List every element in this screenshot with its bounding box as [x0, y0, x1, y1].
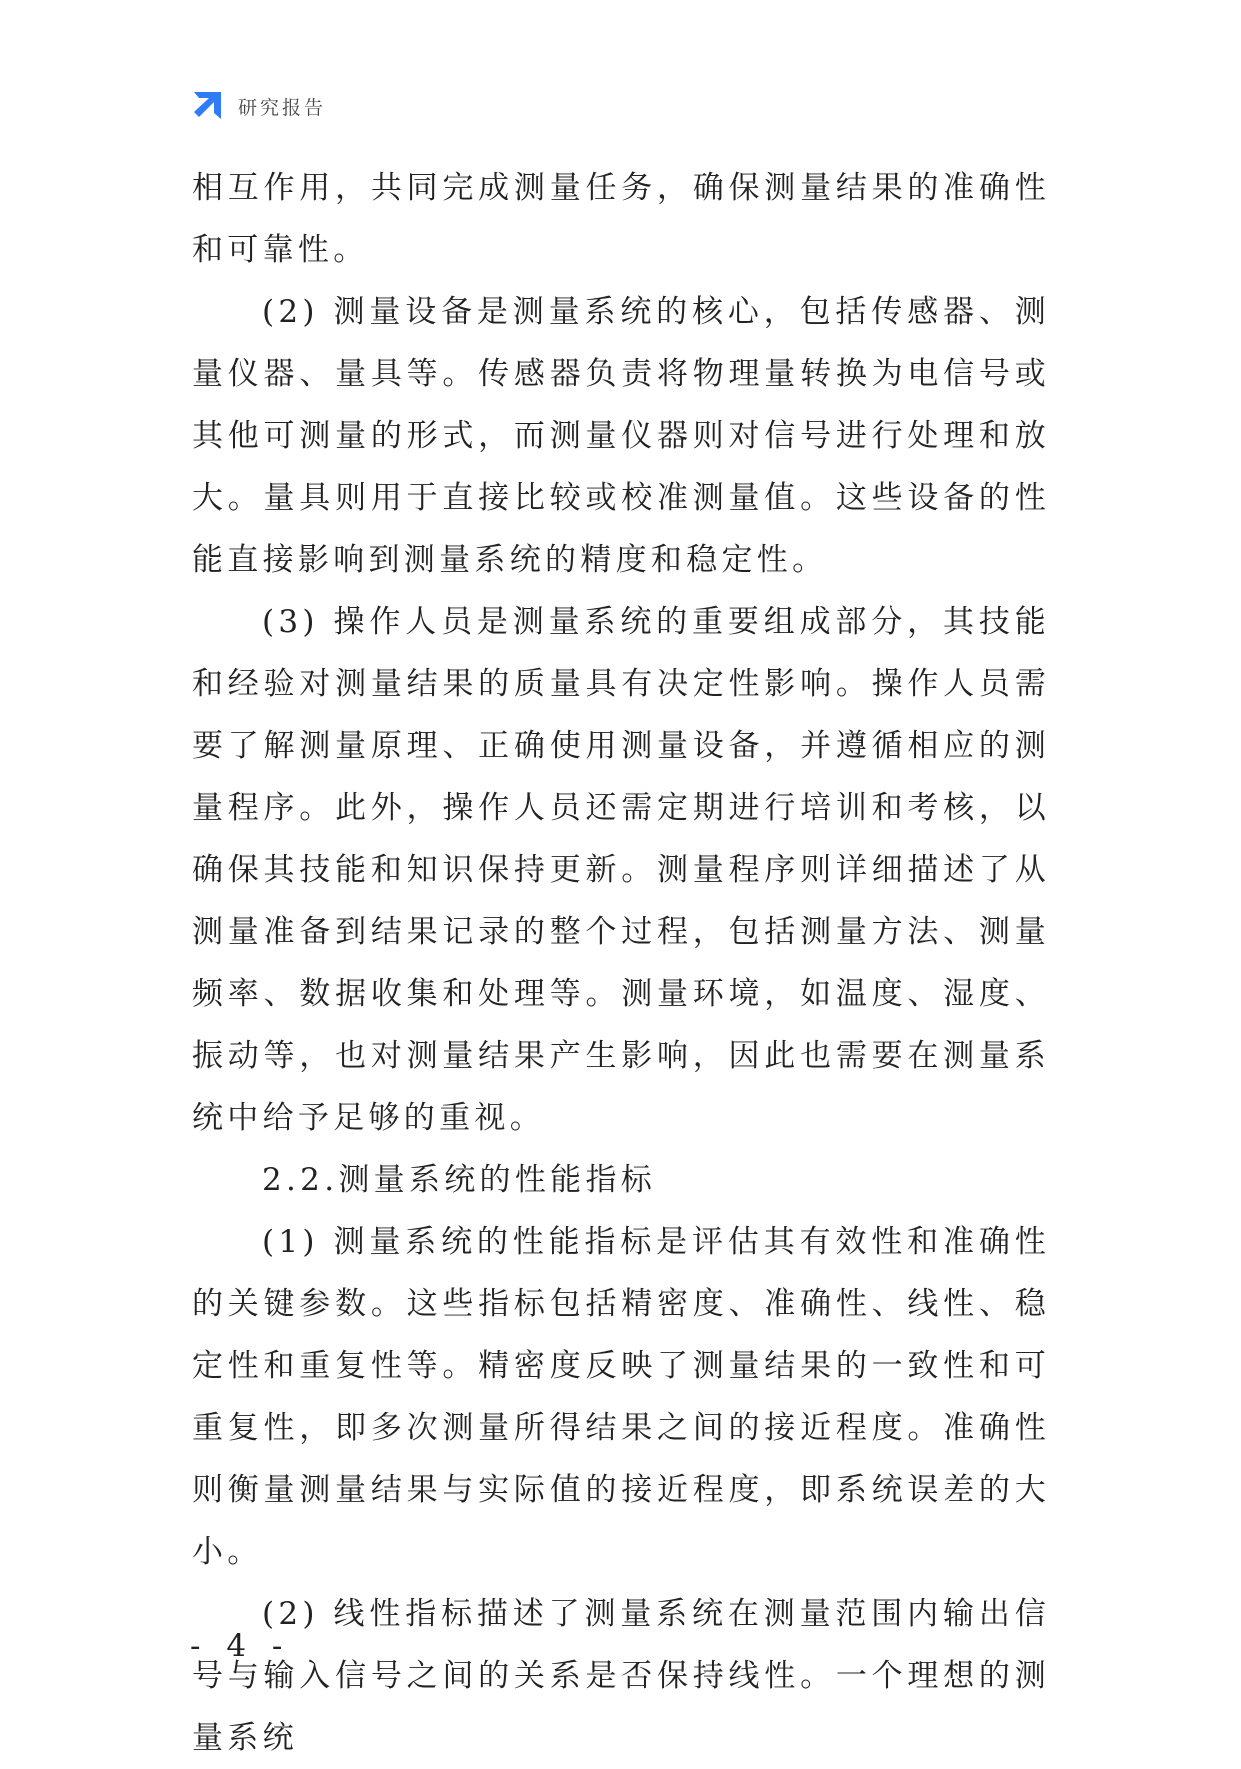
document-body [192, 157, 1050, 1769]
paragraph-measurement-equipment: (2) 测量设备是测量系统的核心，包括传感器、测量仪器、量具等。传感器负责将物理量转换为电信号或其他可测量的形式，而测量仪器则对信号进行处理和放大。量具则用于直接比较或校准测量值。这些设备的性能直接影响到测量系统的精度和稳定性。 [192, 294, 1050, 578]
arrow-up-right-icon [190, 89, 224, 123]
section-heading-performance-indicators: 2.2.测量系统的性能指标 [262, 1162, 657, 1198]
report-header [190, 88, 326, 124]
paragraph-operators: (3) 操作人员是测量系统的重要组成部分，其技能和经验对测量结果的质量具有决定性影响。操作人员需要了解测量原理、正确使用测量设备，并遵循相应的测量程序。此外，操作人员还需定期进行培训和考核，以确保其技能和知识保持更新。测量程序则详细描述了从测量准备到结果记录的整个过程，包括测量方法、测量频率、数据收集和处理等。测量环境，如温度、湿度、振动等，也对测量结果产生影响，因此也需要在测量系统中给予足够的重视。 [192, 604, 1050, 1136]
page-number: - 4 - [190, 1628, 291, 1664]
paragraph-continuation: 相互作用，共同完成测量任务，确保测量结果的准确性和可靠性。 [192, 170, 1050, 268]
paragraph-linearity: (2) 线性指标描述了测量系统在测量范围内输出信号与输入信号之间的关系是否保持线性。一个理想的测量系统 [192, 1596, 1050, 1756]
header-title: 研究报告 [238, 96, 327, 119]
paragraph-performance-indicators: (1) 测量系统的性能指标是评估其有效性和准确性的关键参数。这些指标包括精密度、准确性、线性、稳定性和重复性等。精密度反映了测量结果的一致性和可重复性，即多次测量所得结果之间的接近程度。准确性则衡量测量结果与实际值的接近程度，即系统误差的大小。 [192, 1224, 1050, 1570]
